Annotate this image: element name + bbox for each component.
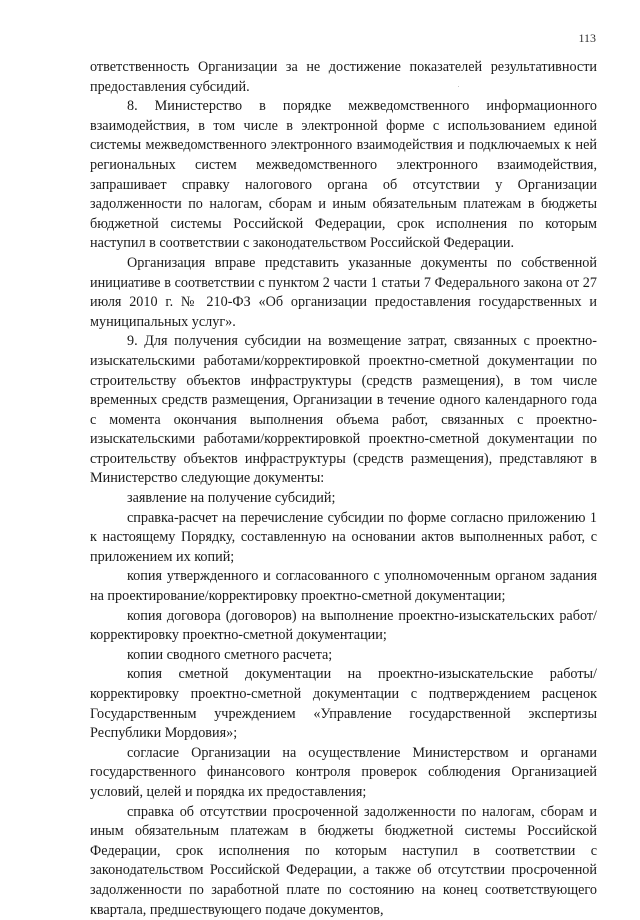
paragraph-continuation: ответственность Организации за не достижение показателей результативности предоставления субсидий. xyxy=(90,59,597,95)
list-item-application: заявление на получение субсидий; xyxy=(127,490,336,507)
document-body xyxy=(90,58,597,920)
list-item-contract: копия договора (договоров) на выполнение проектно-изыскательских работ/корректировку проектно-сметной документации; xyxy=(90,607,597,644)
list-item-consent: согласие Организации на осуществление Министерством и органами государственного финансового контроля проверок соблюдения Организацией условий, целей и порядка их предоставления; xyxy=(90,744,597,800)
paragraph-initiative: Организация вправе представить указанные документы по собственной инициативе в соответствии с пунктом 2 части 1 статьи 7 Федерального закона от 27 июля 2010 г. № 210-ФЗ «Об организации предоставления государственных и муниципальных услуг». xyxy=(90,254,597,330)
list-item-design-task: копия утвержденного и согласованного с уполномоченным органом задания на проектирование/корректировку проектно-сметной документации; xyxy=(90,568,597,605)
list-item-calculation: справка-расчет на перечисление субсидии по форме согласно приложению 1 к настоящему Порядку, составленную на основании актов выполненных работ, с приложением их копий; xyxy=(90,509,597,565)
scan-speck xyxy=(458,86,459,87)
list-item-estimate-docs: копия сметной документации на проектно-изыскательские работы/корректировку проектно-сметной документации с подтверждением расценок Государственным учреждением «Управление государственной экспертизы Республики Мордовия»; xyxy=(90,666,597,742)
paragraph-item-8: 8. Министерство в порядке межведомственного информационного взаимодействия, в том числе в электронной форме с использованием единой системы межведомственного электронного взаимодействия и подключаемых к ней региональных систем межведомственного электронного взаимодействия, запрашивает справку налогового органа об отсутствии у Организации задолженности по налогам, сборам и иным обязательным платежам в бюджеты бюджетной системы Российской Федерации, срок исполнения по которым наступил в соответствии с законодательством Российской Федерации. xyxy=(90,98,597,252)
page-number: 113 xyxy=(578,31,596,45)
paragraph-item-9: 9. Для получения субсидии на возмещение затрат, связанных с проектно-изыскательскими работами/корректировкой проектно-сметной документации по строительству объектов инфраструктуры (средств размещения), в том числе временных средств размещения, Организации в течение одного календарного года с момента окончания выполнения объема работ, связанных с проектно-изыскательскими работами/корректировкой проектно-сметной документации по строительству объектов инфраструктуры (средств размещения), представляют в Министерство следующие документы: xyxy=(90,333,597,487)
scan-speck xyxy=(150,878,151,879)
list-item-debt-certificate: справка об отсутствии просроченной задолженности по налогам, сборам и иным обязательным платежам в бюджеты бюджетной системы Российской Федерации, срок исполнения по которым наступил в соответствии с законодательством Российской Федерации, а также об отсутствии просроченной задолженности по заработной плате по состоянию на конец соответствующего квартала, предшествующего подаче документов, xyxy=(90,803,597,918)
list-item-summary-estimate: копии сводного сметного расчета; xyxy=(127,646,333,663)
